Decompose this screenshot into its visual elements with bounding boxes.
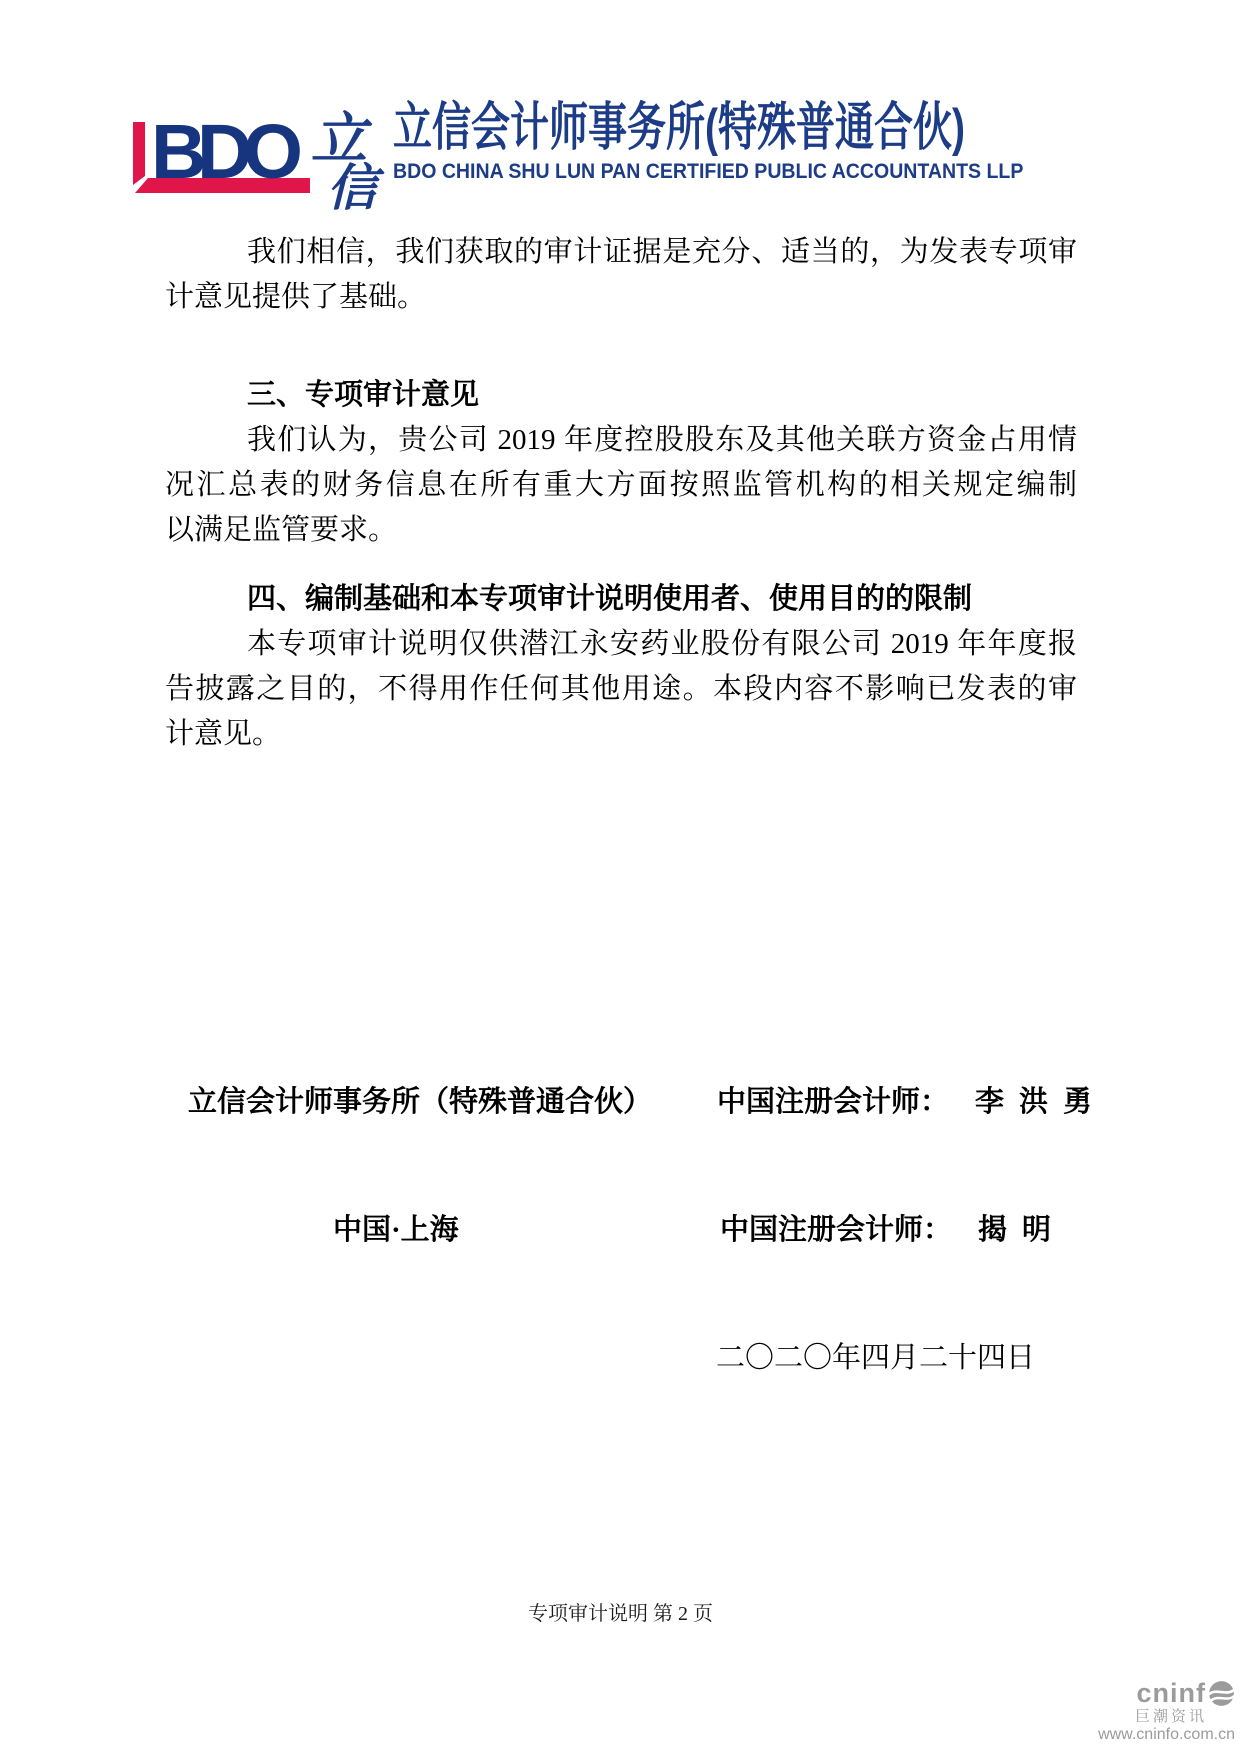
svg-text:信: 信 (327, 160, 377, 210)
paragraph-line: 本专项审计说明仅供潜江永安药业股份有限公司 2019 年年度报 (247, 628, 1077, 660)
signature-cpa-2 (720, 1210, 1066, 1250)
cpa-name: 揭明 (978, 1214, 1067, 1246)
svg-text:立: 立 (311, 109, 367, 171)
paragraph-line: 计意见提供了基础。 (165, 281, 427, 313)
cninfo-chinese-name: 巨潮资讯 (1134, 1708, 1207, 1725)
bdo-logo (115, 75, 405, 210)
bdo-wordmark: BDO (151, 109, 303, 195)
firm-name-en: BDO CHINA SHU LUN PAN CERTIFIED PUBLIC ACCOUNTANTS LLP (393, 160, 1024, 183)
signature-date: 二〇二〇年四月二十四日 (716, 1342, 1036, 1374)
section-heading-3: 三、专项审计意见 (247, 379, 480, 411)
paragraph-line: 计意见。 (165, 718, 282, 750)
cpa-label: 中国注册会计师： (717, 1086, 950, 1118)
paragraph-line: 以满足监管要求。 (165, 514, 398, 546)
signature-cpa-1 (717, 1082, 1107, 1122)
signature-firm: 立信会计师事务所（特殊普通合伙） (188, 1086, 653, 1118)
paragraph-line: 告披露之目的，不得用作任何其他用途。本段内容不影响已发表的审 (165, 673, 1077, 705)
cninfo-globe-icon (1208, 1680, 1235, 1707)
paragraph-usage-restriction (165, 622, 1077, 757)
cninfo-url: www.cninfo.com.cn (1098, 1726, 1235, 1743)
section-heading-4: 四、编制基础和本专项审计说明使用者、使用目的的限制 (247, 583, 973, 615)
cninfo-watermark (1005, 1680, 1235, 1744)
paragraph-line: 我们认为，贵公司 2019 年度控股股东及其他关联方资金占用情 (247, 424, 1077, 456)
paragraph-line: 况汇总表的财务信息在所有重大方面按照监管机构的相关规定编制 (165, 469, 1077, 501)
cninfo-brand-text: cninf (1136, 1678, 1206, 1708)
paragraph-audit-evidence (165, 230, 1077, 320)
cpa-name: 李洪勇 (975, 1086, 1108, 1118)
header-title-block (393, 100, 1033, 184)
lixin-calligraphy (311, 109, 385, 210)
paragraph-line: 我们相信，我们获取的审计证据是充分、适当的，为发表专项审 (247, 236, 1077, 268)
firm-name-zh: 立信会计师事务所(特殊普通合伙) (393, 99, 965, 157)
signature-location: 中国·上海 (333, 1214, 459, 1246)
cpa-label: 中国注册会计师： (720, 1214, 953, 1246)
footer-page-number: 专项审计说明 第 2 页 (528, 1603, 713, 1625)
paragraph-audit-opinion (165, 418, 1077, 553)
